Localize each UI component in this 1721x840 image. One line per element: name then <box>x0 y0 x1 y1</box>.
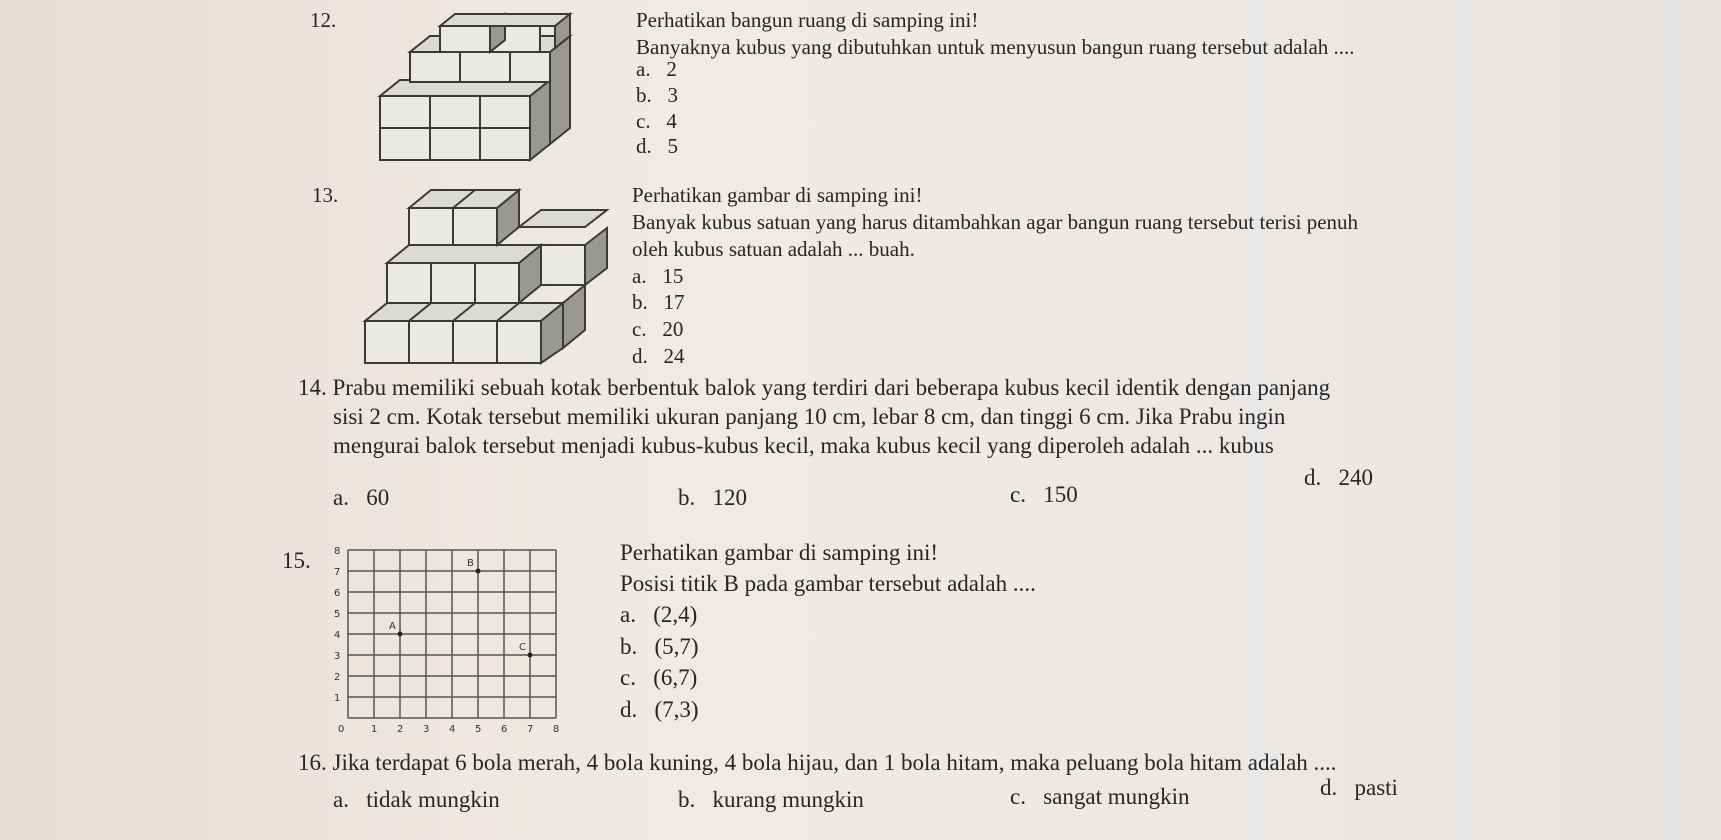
option-text: (7,3) <box>654 697 699 722</box>
q14-line3: mengurai balok tersebut menjadi kubus-kubus kecil, maka kubus kecil yang diperoleh adalah ... kubus <box>333 433 1274 458</box>
option-text: (6,7) <box>653 665 698 690</box>
option-text: 150 <box>1043 482 1078 507</box>
q15-option-a <box>620 602 697 628</box>
y-tick-label: 1 <box>334 693 341 704</box>
q12-option-c <box>636 109 677 134</box>
option-text: (5,7) <box>654 634 699 659</box>
option-text: sangat mungkin <box>1043 784 1190 809</box>
point-c <box>528 653 533 658</box>
option-letter: a. <box>636 57 651 81</box>
option-text: 15 <box>662 264 684 288</box>
option-text: 5 <box>667 134 678 158</box>
q13-line2: Banyak kubus satuan yang harus ditambahkan agar bangun ruang tersebut terisi penuh <box>632 210 1359 234</box>
q14-option-b <box>678 485 747 511</box>
option-letter: d. <box>1304 465 1322 490</box>
q13-line3: oleh kubus satuan adalah ... buah. <box>632 237 915 261</box>
option-text: (2,4) <box>653 602 698 627</box>
q15-option-d <box>620 697 699 723</box>
q14-option-a <box>333 485 389 511</box>
q13-number: 13. <box>312 183 339 207</box>
y-tick-label: 2 <box>334 672 341 683</box>
q12-number: 12. <box>310 8 337 32</box>
q16-line1: 16. Jika terdapat 6 bola merah, 4 bola kuning, 4 bola hijau, dan 1 bola hitam, maka peluang bola hitam adalah .... <box>298 750 1337 775</box>
option-text: kurang mungkin <box>712 787 864 812</box>
point-a <box>398 632 403 637</box>
option-letter: d. <box>620 697 638 722</box>
q12-option-d <box>636 134 678 159</box>
q13-cube-figure <box>365 188 615 363</box>
option-letter: a. <box>333 787 349 812</box>
q12-option-a <box>636 57 677 82</box>
x-tick-label: 6 <box>501 724 508 735</box>
y-tick-label: 3 <box>334 651 341 662</box>
option-letter: a. <box>632 264 647 288</box>
x-tick-label: 8 <box>553 724 560 735</box>
option-text: 2 <box>666 57 677 81</box>
option-text: 60 <box>366 485 390 510</box>
q15-coordinate-grid <box>330 540 590 735</box>
y-tick-label: 5 <box>334 609 341 620</box>
option-letter: b. <box>636 83 652 107</box>
option-letter: b. <box>678 485 696 510</box>
q15-option-c <box>620 665 697 691</box>
option-letter: c. <box>620 665 636 690</box>
x-tick-label: 1 <box>371 724 378 735</box>
q14-option-c <box>1010 482 1078 508</box>
option-text: pasti <box>1354 775 1398 800</box>
q16-option-c <box>1010 784 1190 810</box>
point-label-a: A <box>389 621 396 632</box>
option-text: 17 <box>663 290 685 314</box>
q14-line1: 14. Prabu memiliki sebuah kotak berbentuk balok yang terdiri dari beberapa kubus kecil identik dengan panjang <box>298 375 1331 400</box>
q13-line1: Perhatikan gambar di samping ini! <box>632 183 923 207</box>
option-letter: b. <box>620 634 638 659</box>
q13-option-c <box>632 317 683 342</box>
x-tick-label: 7 <box>527 724 534 735</box>
q12-line2: Banyaknya kubus yang dibutuhkan untuk menyusun bangun ruang tersebut adalah .... <box>636 35 1355 59</box>
q13-option-b <box>632 290 685 315</box>
q12-option-b <box>636 83 678 108</box>
q14-option-d <box>1304 465 1373 491</box>
x-tick-label: 2 <box>397 724 404 735</box>
y-tick-label: 8 <box>334 546 341 557</box>
option-letter: b. <box>632 290 648 314</box>
x-tick-label: 3 <box>423 724 430 735</box>
q15-number: 15. <box>282 548 311 573</box>
q12-cube-figure <box>370 10 610 160</box>
origin-label: 0 <box>338 724 345 735</box>
q16-option-b <box>678 787 864 813</box>
option-letter: c. <box>636 109 651 133</box>
y-tick-label: 4 <box>334 630 341 641</box>
q15-line1: Perhatikan gambar di samping ini! <box>620 540 939 565</box>
option-text: tidak mungkin <box>366 787 500 812</box>
option-letter: b. <box>678 787 696 812</box>
option-text: 4 <box>666 109 677 133</box>
option-letter: c. <box>1010 482 1026 507</box>
q14-line2: sisi 2 cm. Kotak tersebut memiliki ukuran panjang 10 cm, lebar 8 cm, dan tinggi 6 cm. Jika Prabu ingin <box>333 404 1286 429</box>
q16-option-d <box>1320 775 1398 801</box>
option-letter: c. <box>632 317 647 341</box>
point-label-c: C <box>519 642 526 653</box>
y-tick-label: 7 <box>334 567 341 578</box>
q16-option-a <box>333 787 500 813</box>
q12-line1: Perhatikan bangun ruang di samping ini! <box>636 8 979 32</box>
option-letter: d. <box>636 134 652 158</box>
option-text: 120 <box>712 485 747 510</box>
q15-line2: Posisi titik B pada gambar tersebut adalah .... <box>620 571 1036 596</box>
q15-option-b <box>620 634 699 660</box>
option-text: 240 <box>1338 465 1373 490</box>
option-text: 3 <box>667 83 678 107</box>
q13-option-d <box>632 344 685 369</box>
option-letter: c. <box>1010 784 1026 809</box>
x-tick-label: 5 <box>475 724 482 735</box>
y-tick-label: 6 <box>334 588 341 599</box>
x-tick-label: 4 <box>449 724 456 735</box>
point-label-b: B <box>467 558 474 569</box>
option-letter: a. <box>620 602 636 627</box>
point-b <box>476 569 481 574</box>
option-text: 20 <box>662 317 684 341</box>
option-text: 24 <box>663 344 685 368</box>
option-letter: d. <box>1320 775 1338 800</box>
option-letter: d. <box>632 344 648 368</box>
q13-option-a <box>632 264 683 289</box>
option-letter: a. <box>333 485 349 510</box>
